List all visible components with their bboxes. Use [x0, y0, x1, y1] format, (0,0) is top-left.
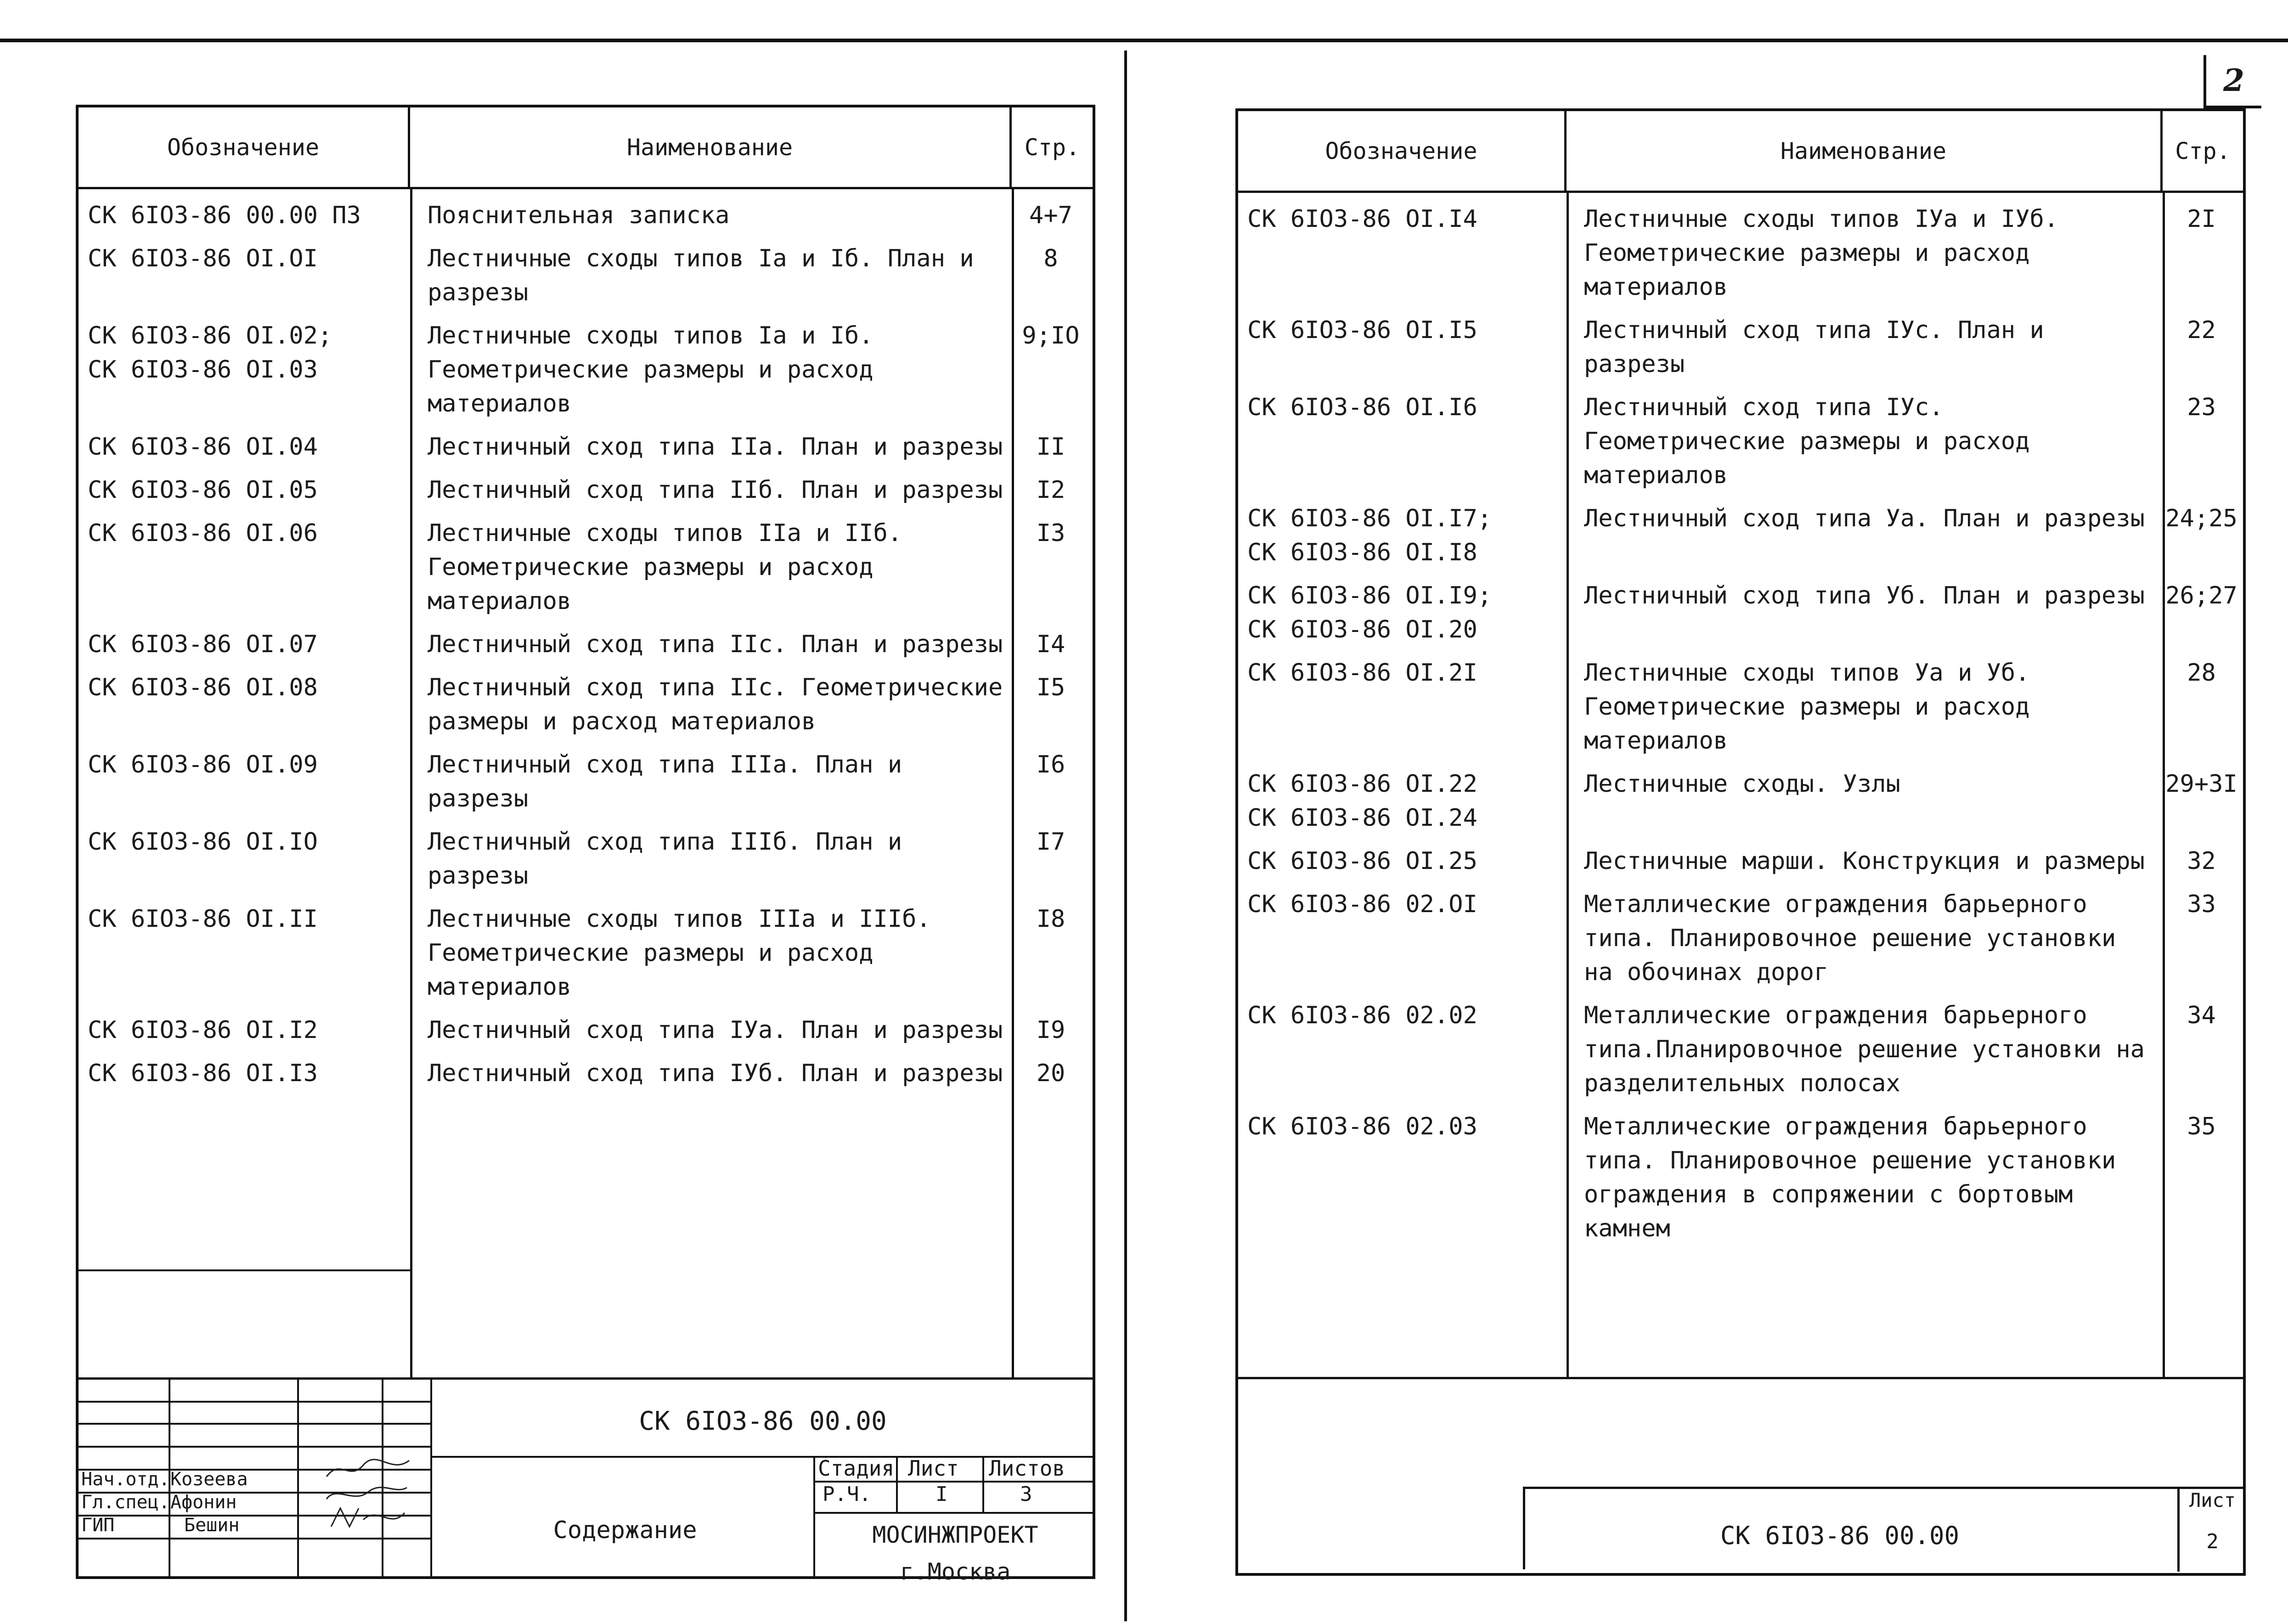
row-designation: СК 6IO3-86 OI.OI — [88, 245, 318, 272]
row-designation: СК 6IO3-86 OI.I7; СК 6IO3-86 OI.I8 — [1247, 505, 1492, 566]
row-page: I5 — [1036, 674, 1065, 701]
organization — [818, 1517, 1093, 1590]
row-designation: СК 6IO3-86 OI.06 — [88, 519, 318, 547]
contents-table-left — [79, 107, 1093, 1090]
row-page: I2 — [1036, 476, 1065, 504]
sheets-value: 3 — [1020, 1483, 1032, 1506]
row-name: Металлические ограждения барьерного типа. Планировочное решение установки на обочинах дорог — [1584, 891, 2116, 986]
row-name: Лестничный сход типа IУс. Геометрические размеры и расход материалов — [1584, 394, 2030, 489]
row-designation: СК 6IO3-86 OI.07 — [88, 631, 318, 658]
right-sheet — [1235, 108, 2246, 1576]
row-designation: СК 6IO3-86 OI.I3 — [88, 1060, 318, 1087]
row-page: 28 — [2187, 659, 2216, 687]
row-page: 8 — [1043, 245, 1058, 272]
row-name: Лестничные сходы типов Уа и Уб. Геометрические размеры и расход материалов — [1584, 659, 2030, 755]
row-name: Лестничные сходы типов IIIа и IIIб. Геометрические размеры и расход материалов — [428, 905, 931, 1001]
sheet-label: Лист — [908, 1456, 959, 1481]
row-name: Лестничные марши. Конструкция и размеры — [1584, 847, 2145, 875]
contents-table-right — [1238, 111, 2243, 1246]
title-block — [79, 1379, 1093, 1585]
row-page: 23 — [2187, 394, 2216, 421]
sheets-label: Листов — [989, 1456, 1065, 1481]
column-rule — [410, 189, 412, 1379]
column-rule — [1012, 189, 1014, 1379]
signer-name: Афонин — [170, 1492, 237, 1513]
row-designation: СК 6IO3-86 02.OI — [1247, 891, 1477, 918]
row-designation: СК 6IO3-86 OI.I6 — [1247, 394, 1477, 421]
column-rule — [1567, 193, 1569, 1378]
table-bottom-rule — [79, 1269, 410, 1271]
row-page: 29+3I — [2165, 770, 2237, 798]
row-designation: СК 6IO3-86 OI.IO — [88, 828, 318, 856]
row-designation: СК 6IO3-86 OI.22 СК 6IO3-86 OI.24 — [1247, 770, 1477, 832]
row-name: Лестничный сход типа Уа. План и разрезы — [1584, 505, 2145, 532]
row-page: II — [1036, 433, 1065, 461]
sheet-cell — [2177, 1489, 2245, 1572]
sheet-label: Лист — [2189, 1489, 2236, 1511]
row-name: Лестничный сход типа Уб. План и разрезы — [1584, 582, 2145, 609]
row-name: Лестничный сход типа IУс. План и разрезы — [1584, 316, 2044, 378]
organization-city: г.Москва — [900, 1558, 1011, 1585]
header-page: Стр. — [1012, 107, 1093, 189]
row-name: Лестничные сходы типов Iа и Iб. Геометрические размеры и расход материалов — [428, 322, 873, 417]
row-name: Лестничный сход типа IIб. План и разрезы — [428, 476, 1003, 504]
signer-name: Козеева — [170, 1469, 248, 1490]
signature-mark — [322, 1504, 414, 1531]
row-designation: СК 6IO3-86 OI.I4 — [1247, 205, 1477, 233]
row-page: 34 — [2187, 1002, 2216, 1029]
row-designation: СК 6IO3-86 02.03 — [1247, 1113, 1477, 1140]
row-designation: СК 6IO3-86 OI.02; СК 6IO3-86 OI.03 — [88, 322, 332, 383]
row-page: I9 — [1036, 1016, 1065, 1044]
row-designation: СК 6IO3-86 OI.I2 — [88, 1016, 318, 1044]
stage-sheet-cells — [818, 1456, 1093, 1511]
header-page: Стр. — [2163, 111, 2243, 193]
row-designation: СК 6IO3-86 OI.05 — [88, 476, 318, 504]
signature-grid — [79, 1379, 432, 1576]
row-name: Лестничные сходы типов Iа и Iб. План и разрезы — [428, 245, 974, 306]
row-name: Лестничный сход типа IУа. План и разрезы — [428, 1016, 1003, 1044]
page-spine — [1124, 51, 1127, 1621]
row-name: Лестничные сходы. Узлы — [1584, 770, 1900, 798]
row-name: Лестничный сход типа IУб. План и разрезы — [428, 1060, 1003, 1087]
row-page: I3 — [1036, 519, 1065, 547]
signer-role: ГИП — [81, 1515, 115, 1536]
header-name: Наименование — [1567, 111, 2163, 193]
row-designation: СК 6IO3-86 OI.2I — [1247, 659, 1477, 687]
row-designation: СК 6IO3-86 OI.II — [88, 905, 318, 933]
row-page: I4 — [1036, 631, 1065, 658]
row-designation: СК 6IO3-86 00.00 ПЗ — [88, 202, 361, 229]
row-page: 9;IO — [1022, 322, 1080, 350]
sheet-value: 2 — [2206, 1530, 2219, 1553]
row-page: 35 — [2187, 1113, 2216, 1140]
row-page: 22 — [2187, 316, 2216, 344]
top-border-line — [0, 39, 2288, 42]
page-number: 2 — [2203, 55, 2261, 108]
row-page: 2I — [2187, 205, 2216, 233]
row-name: Лестничные сходы типов IУа и IУб. Геометрические размеры и расход материалов — [1584, 205, 2059, 301]
row-page: 32 — [2187, 847, 2216, 875]
row-page: 20 — [1036, 1060, 1065, 1087]
row-designation: СК 6IO3-86 OI.04 — [88, 433, 318, 461]
row-designation: СК 6IO3-86 OI.09 — [88, 751, 318, 778]
row-name: Лестничный сход типа IIIа. План и разрезы — [428, 751, 902, 812]
row-name: Лестничные сходы типов IIа и IIб. Геометрические размеры и расход материалов — [428, 519, 902, 615]
row-name: Лестничный сход типа IIIб. План и разрезы — [428, 828, 902, 890]
row-name: Лестничный сход типа IIа. План и разрезы — [428, 433, 1003, 461]
row-name: Пояснительная записка — [428, 202, 730, 229]
column-rule — [2163, 193, 2165, 1378]
row-page: 24;25 — [2165, 505, 2237, 532]
signer-role: Нач.отд. — [81, 1469, 170, 1490]
sheet-value: I — [935, 1483, 948, 1506]
row-page: I7 — [1036, 828, 1065, 856]
row-page: 26;27 — [2165, 582, 2237, 609]
document-code: СК 6IO3-86 00.00 — [1720, 1521, 1960, 1550]
title-block-small — [1523, 1487, 2243, 1569]
header-designation: Обозначение — [1238, 111, 1567, 193]
document-title: Содержание — [553, 1517, 697, 1544]
row-designation: СК 6IO3-86 OI.08 — [88, 674, 318, 701]
row-designation: СК 6IO3-86 02.02 — [1247, 1002, 1477, 1029]
row-designation: СК 6IO3-86 OI.I9; СК 6IO3-86 OI.20 — [1247, 582, 1492, 643]
row-name: Металлические ограждения барьерного типа.Планировочное решение установки на разделительных полосах — [1584, 1002, 2145, 1097]
row-name: Лестничный сход типа IIс. Геометрические размеры и расход материалов — [428, 674, 1003, 735]
row-page: 4+7 — [1029, 202, 1072, 229]
stage-label: Стадия — [818, 1456, 895, 1481]
document-code: СК 6IO3-86 00.00 — [639, 1406, 887, 1436]
signer-role: Гл.спец. — [81, 1492, 170, 1513]
row-page: I8 — [1036, 905, 1065, 933]
row-page: 33 — [2187, 891, 2216, 918]
row-designation: СК 6IO3-86 OI.25 — [1247, 847, 1477, 875]
organization-name: МОСИНЖПРОЕКТ — [872, 1522, 1038, 1548]
row-designation: СК 6IO3-86 OI.I5 — [1247, 316, 1477, 344]
stage-value: Р.Ч. — [823, 1483, 871, 1506]
row-name: Металлические ограждения барьерного типа. Планировочное решение установки ограждения в сопряжении с бортовым камнем — [1584, 1113, 2116, 1242]
row-name: Лестничный сход типа IIс. План и разрезы — [428, 631, 1003, 658]
header-designation: Обозначение — [79, 107, 410, 189]
stamp-top-rule — [1238, 1377, 2243, 1379]
left-sheet — [76, 105, 1095, 1585]
signer-name: Бешин — [184, 1515, 240, 1536]
header-name: Наименование — [410, 107, 1012, 189]
signature-mark — [322, 1456, 414, 1483]
row-page: I6 — [1036, 751, 1065, 778]
